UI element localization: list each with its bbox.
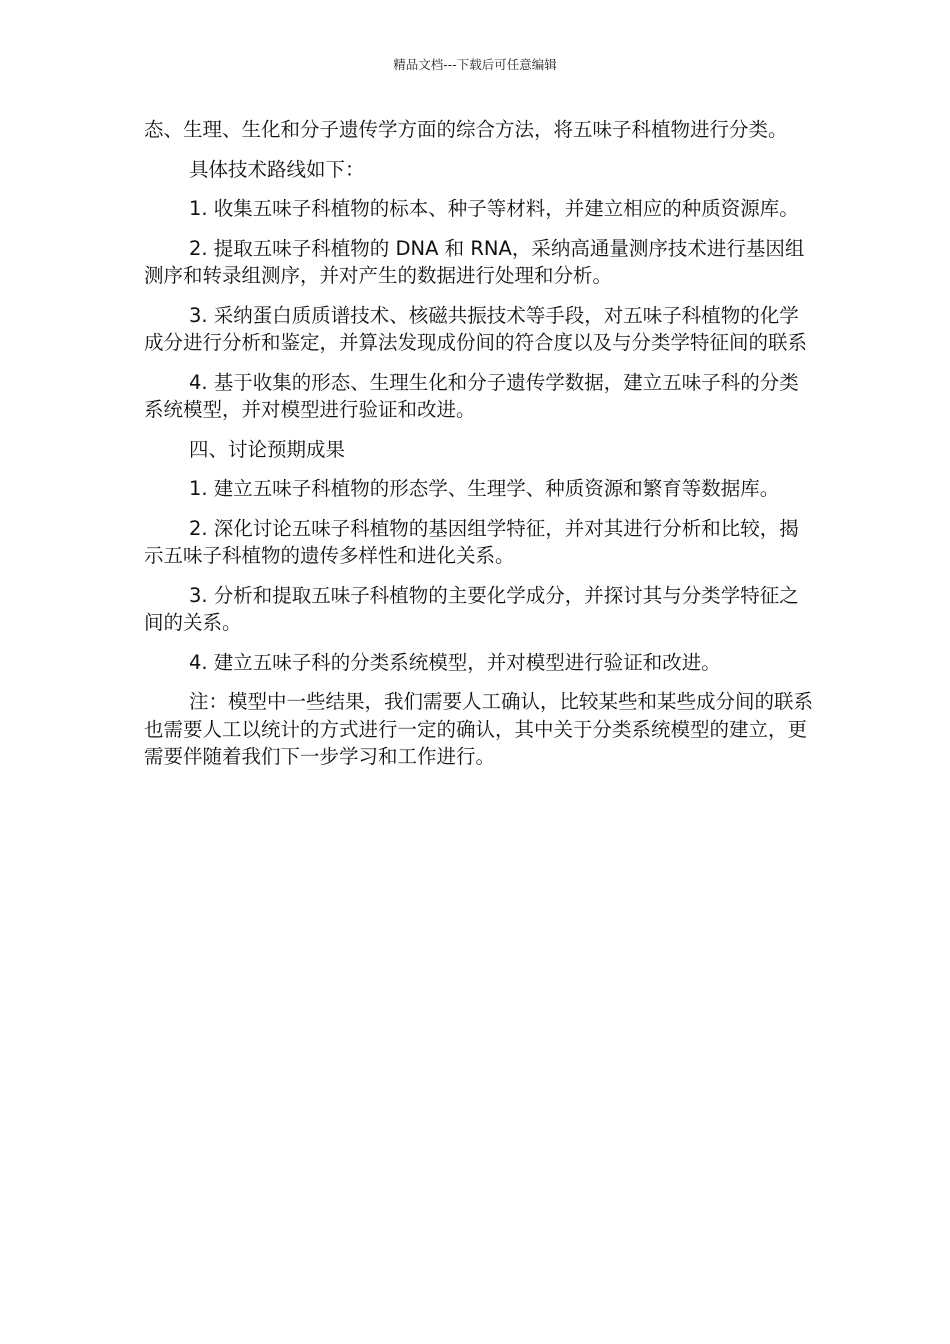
paragraph-result-3: 3. 分析和提取五味子科植物的主要化学成分，并探讨其与分类学特征之间的关系。 [144, 583, 799, 634]
paragraph-route-step-3: 3. 采纳蛋白质质谱技术、核磁共振技术等手段，对五味子科植物的化学成分进行分析和鉴定，并算法发现成份间的符合度以及与分类学特征间的联系 [144, 303, 808, 354]
paragraph-result-2: 2. 深化讨论五味子科植物的基因组学特征，并对其进行分析和比较，揭示五味子科植物的遗传多样性和进化关系。 [144, 516, 799, 567]
page-header: 精品文档---下载后可任意编辑 [393, 57, 557, 72]
paragraph-route-intro: 具体技术路线如下： [189, 157, 365, 181]
paragraph-route-step-4: 4. 基于收集的形态、生理生化和分子遗传学数据，建立五味子科的分类系统模型，并对模型进行验证和改进。 [144, 370, 799, 421]
section-heading-expected-results: 四、讨论预期成果 [189, 437, 346, 461]
paragraph-route-step-1: 1. 收集五味子科植物的标本、种子等材料，并建立相应的种质资源库。 [189, 197, 799, 220]
paragraph-result-4: 4. 建立五味子科的分类系统模型，并对模型进行验证和改进。 [189, 650, 721, 674]
paragraph-continuation: 态、生理、生化和分子遗传学方面的综合方法，将五味子科植物进行分类。 [144, 118, 788, 141]
document-body [144, 116, 816, 783]
paragraph-result-1: 1. 建立五味子科植物的形态学、生理学、种质资源和繁育等数据库。 [189, 477, 780, 500]
paragraph-note: 注：模型中一些结果，我们需要人工确认，比较某些和某些成分间的联系也需要人工以统计的方式进行一定的确认，其中关于分类系统模型的建立，更需要伴随着我们下一步学习和工作进行。 [144, 690, 814, 768]
paragraph-route-step-2: 2. 提取五味子科植物的 DNA 和 RNA，采纳高通量测序技术进行基因组测序和转录组测序，并对产生的数据进行处理和分析。 [144, 236, 805, 287]
